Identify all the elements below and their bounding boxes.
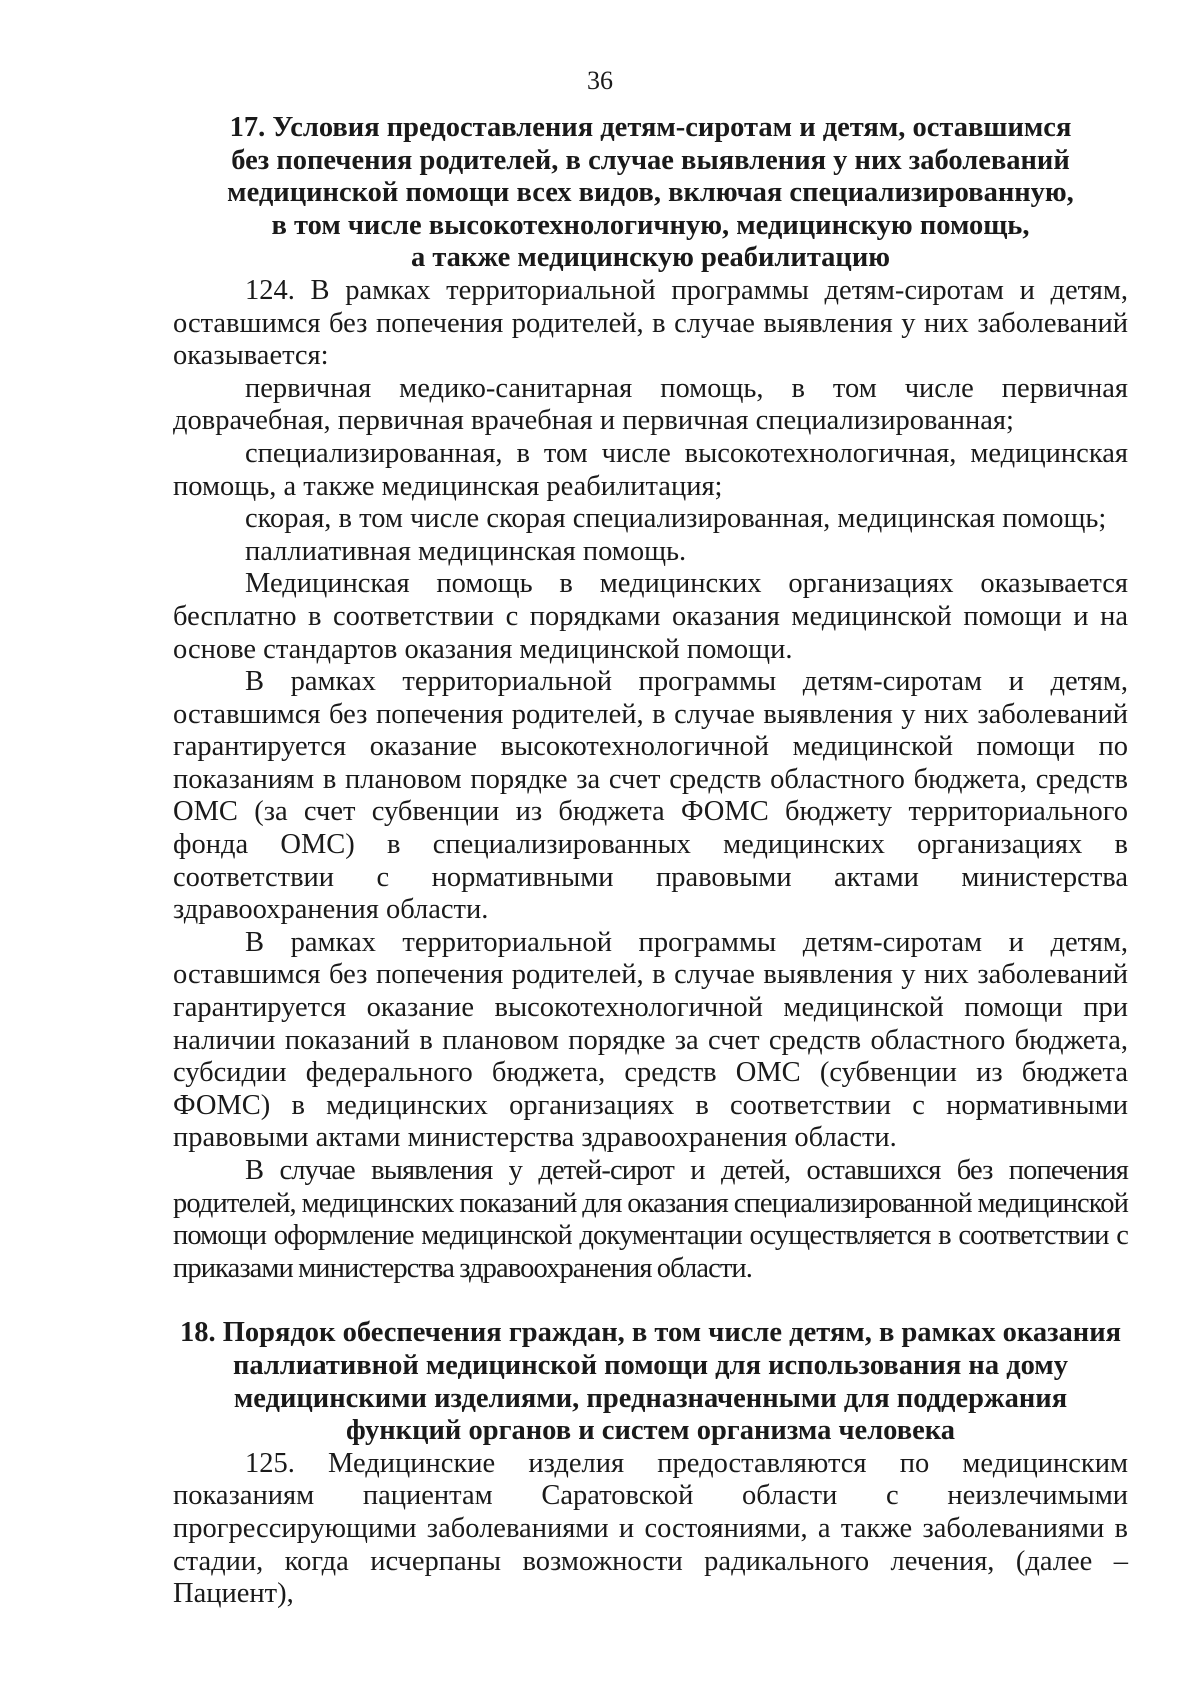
section-17-heading	[173, 112, 1128, 275]
section-18-heading-line: медицинскими изделиями, предназначенными для поддержания	[233, 1382, 1068, 1414]
section-18-heading-line: функций органов и систем организма человека	[345, 1415, 956, 1447]
list-item-emergency-care: скорая, в том числе скорая специализированная, медицинская помощь;	[245, 503, 1107, 535]
page-content	[173, 112, 1128, 1611]
section-17-heading-line: 17. Условия предоставления детям-сиротам и детям, оставшимся	[229, 112, 1072, 143]
paragraph-124: 124. В рамках территориальной программы детям-сиротам и детям, оставшимся без попечения родителей, в случае выявления у них заболеваний оказывается:	[173, 274, 1128, 372]
section-17-heading-line: в том числе высокотехнологичную, медицинскую помощь,	[271, 209, 1030, 241]
section-17-heading-line: медицинской помощи всех видов, включая специализированную,	[227, 177, 1074, 209]
list-item-specialized-care: специализированная, в том числе высокотехнологичная, медицинская помощь, а также медицинская реабилитация;	[173, 437, 1128, 502]
list-item-primary-care: первичная медико-санитарная помощь, в том числе первичная доврачебная, первичная врачебная и первичная специализированная;	[173, 372, 1128, 437]
section-spacer	[173, 1285, 1128, 1317]
paragraph-documentation: В случае выявления у детей-сирот и детей, оставшихся без попечения родителей, медицинских показаний для оказания специализированной медицинской помощи оформление медицинской документации осуществляется в соответствии с приказами министерства здравоохранения области.	[173, 1155, 1128, 1284]
paragraph-high-tech-care-funding: В рамках территориальной программы детям-сиротам и детям, оставшимся без попечения родителей, в случае выявления у них заболеваний гарантируется оказание высокотехнологичной медицинской помощи при наличии показаний в плановом порядке за счет средств областного бюджета, субсидии федерального бюджета, средств ОМС (субвенции из бюджета ФОМС) в медицинских организациях в соответствии с нормативными правовыми актами министерства здравоохранения области.	[173, 926, 1128, 1154]
section-18-heading-line: 18. Порядок обеспечения граждан, в том числе детям, в рамках оказания	[179, 1317, 1122, 1349]
section-17-heading-line: а также медицинскую реабилитацию	[410, 242, 891, 274]
page-number: 36	[587, 66, 613, 95]
list-item-palliative-care: паллиативная медицинская помощь.	[245, 535, 687, 567]
section-18-heading	[173, 1317, 1128, 1447]
paragraph-high-tech-care: В рамках территориальной программы детям-сиротам и детям, оставшимся без попечения родителей, в случае выявления у них заболеваний гарантируется оказание высокотехнологичной медицинской помощи по показаниям в плановом порядке за счет средств областного бюджета, средств ОМС (за счет субвенции из бюджета ФОМС бюджету территориального фонда ОМС) в специализированных медицинских организациях в соответствии с нормативными правовыми актами министерства здравоохранения области.	[173, 666, 1128, 926]
paragraph-125: 125. Медицинские изделия предоставляются по медицинским показаниям пациентам Саратовской области с неизлечимыми прогрессирующими заболеваниями и состояниями, а также заболеваниями в стадии, когда исчерпаны возможности радикального лечения, (далее – Пациент),	[173, 1447, 1128, 1610]
section-18-heading-line: паллиативной медицинской помощи для использования на дому	[233, 1349, 1068, 1381]
paragraph-free-care: Медицинская помощь в медицинских организациях оказывается бесплатно в соответствии с порядками оказания медицинской помощи и на основе стандартов оказания медицинской помощи.	[173, 568, 1128, 665]
section-17-heading-line: без попечения родителей, в случае выявления у них заболеваний	[231, 144, 1070, 176]
